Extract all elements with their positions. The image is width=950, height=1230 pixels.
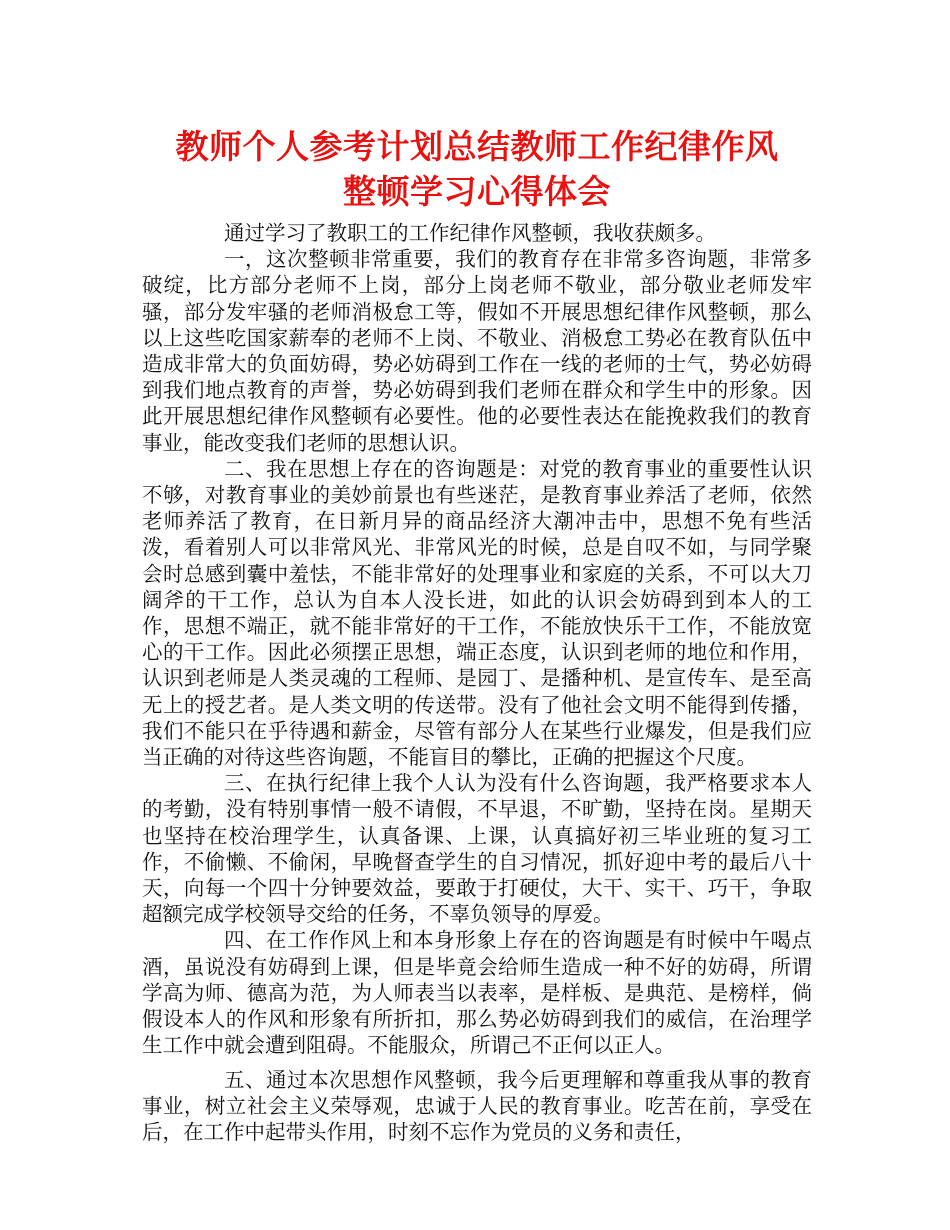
- paragraph-3: 三、在执行纪律上我个人认为没有什么咨询题，我严格要求本人的考勤，没有特别事情一般不请假，不早退，不旷勤，坚持在岗。星期天也坚持在校治理学生，认真备课、上课，认真搞好初三毕业班的复习工作，不偷懒、不偷闲，早晚督查学生的自习情况，抓好迎中考的最后八十天，向每一个四十分钟要效益，要敢于打硬仗，大干、实干、巧干，争取超额完成学校领导交给的任务，不辜负领导的厚爱。: [142, 771, 812, 927]
- document-title: [142, 124, 812, 214]
- title-line-1: 教师个人参考计划总结教师工作纪律作风: [175, 127, 779, 166]
- paragraph-5: 五、通过本次思想作风整顿，我今后更理解和尊重我从事的教育事业，树立社会主义荣辱观，忠诚于人民的教育事业。吃苦在前，享受在后，在工作中起带头作用，时刻不忘作为党员的义务和责任，: [142, 1067, 812, 1144]
- title-line-2: 整顿学习心得体会: [343, 172, 611, 211]
- paragraph-4: 四、在工作作风上和本身形象上存在的咨询题是有时候中午喝点酒，虽说没有妨碍到上课，但是毕竟会给师生造成一种不好的妨碍，所谓学高为师、德高为范，为人师表当以表率，是样板、是典范、是榜样，倘假设本人的作风和形象有所折扣，那么势必妨碍到我们的威信，在治理学生工作中就会遭到阻碍。不能服众，所谓己不正何以正人。: [142, 928, 812, 1058]
- paragraph-1: 一，这次整顿非常重要，我们的教育存在非常多咨询题，非常多破绽，比方部分老师不上岗，部分上岗老师不敬业，部分敬业老师发牢骚，部分发牢骚的老师消极怠工等，假如不开展思想纪律作风整顿，那么以上这些吃国家薪奉的老师不上岗、不敬业、消极怠工势必在教育队伍中造成非常大的负面妨碍，势必妨碍到工作在一线的老师的士气，势必妨碍到我们地点教育的声誉，势必妨碍到我们老师在群众和学生中的形象。因此开展思想纪律作风整顿有必要性。他的必要性表达在能挽救我们的教育事业，能改变我们老师的思想认识。: [142, 247, 812, 455]
- paragraph-2: 二、我在思想上存在的咨询题是：对党的教育事业的重要性认识不够，对教育事业的美妙前景也有些迷茫，是教育事业养活了老师，依然老师养活了教育，在日新月异的商品经济大潮冲击中，思想不免有些活泼，看着别人可以非常风光、非常风光的时候，总是自叹不如，与同学聚会时总感到囊中羞怯，不能非常好的处理事业和家庭的关系，不可以大刀阔斧的干工作，总认为自本人没长进，如此的认识会妨碍到到本人的工作，思想不端正，就不能非常好的干工作，不能放快乐干工作，不能放宽心的干工作。因此必须摆正思想，端正态度，认识到老师的地位和作用，认识到老师是人类灵魂的工程师、是园丁、是播种机、是宣传车、是至高无上的授艺者。是人类文明的传送带。没有了他社会文明不能得到传播，我们不能只在乎待遇和薪金，尽管有部分人在某些行业爆发，但是我们应当正确的对待这些咨询题，不能盲目的攀比，正确的把握这个尺度。: [142, 456, 812, 770]
- paragraph-intro: 通过学习了教职工的工作纪律作风整顿，我收获颇多。: [224, 221, 716, 245]
- document-body: [142, 220, 812, 1145]
